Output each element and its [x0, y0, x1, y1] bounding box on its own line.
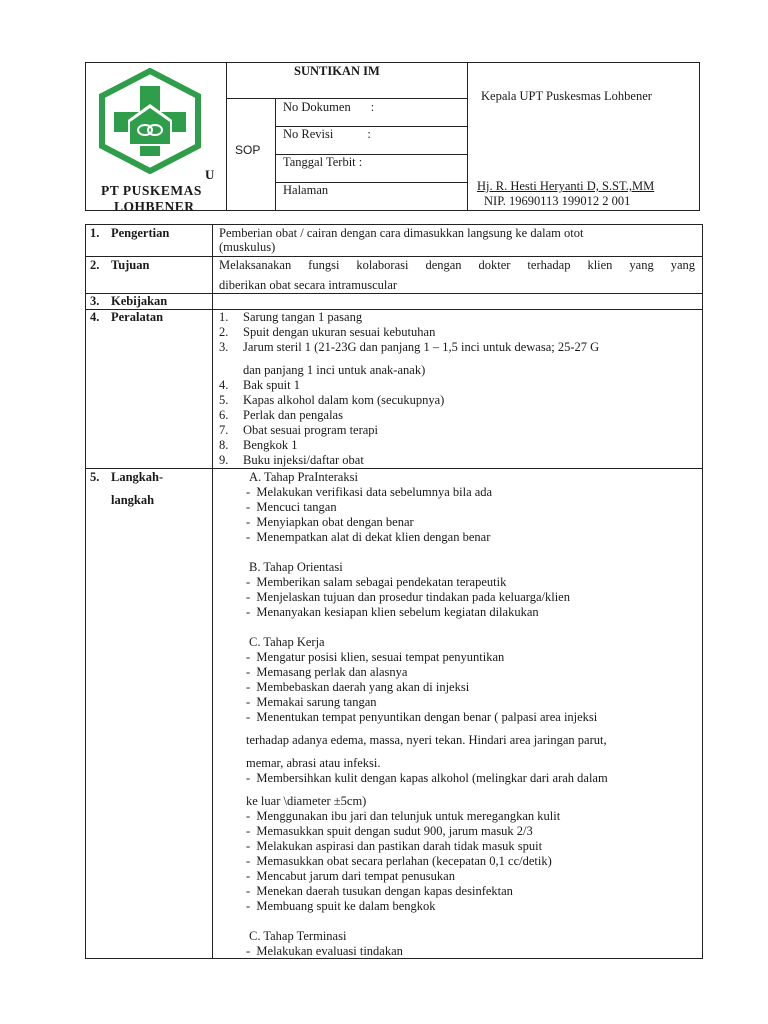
org-name-line-2: LOHBENER [114, 199, 195, 210]
list-item: - Memberikan salam sebagai pendekatan terapeutik [246, 575, 507, 589]
list-item: Kapas alkohol dalam kom (secukupnya) [243, 393, 445, 407]
list-item-continuation: ke luar \diameter ±5cm) [246, 794, 367, 808]
row-number: 3. [90, 294, 100, 308]
list-item-continuation: terhadap adanya edema, massa, nyeri tekan. Hindari area jaringan parut, [246, 733, 607, 747]
list-item: Bak spuit 1 [243, 378, 300, 392]
list-item: 7. [219, 423, 229, 437]
list-item: Spuit dengan ukuran sesuai kebutuhan [243, 325, 436, 339]
field-sep: : [367, 127, 371, 141]
list-item: 8. [219, 438, 229, 452]
list-item: - Menekan daerah tusukan dengan kapas desinfektan [246, 884, 513, 898]
list-item: - Memasukkan spuit dengan sudut 900, jarum masuk 2/3 [246, 824, 533, 838]
list-item: 3. [219, 340, 229, 354]
list-item: 6. [219, 408, 229, 422]
list-item: - Membuang spuit ke dalam bengkok [246, 899, 436, 913]
list-item: 5. [219, 393, 229, 407]
field-halaman: Halaman [283, 183, 329, 197]
tujuan-text: diberikan obat secara intramuscular [219, 278, 398, 292]
pengertian-text: (muskulus) [219, 240, 276, 254]
list-item: - Membersihkan kulit dengan kapas alkohol (melingkar dari arah dalam [246, 771, 608, 785]
puskesmas-logo-icon [98, 68, 202, 174]
row-number: 2. [90, 258, 100, 272]
field-sep: : [370, 100, 375, 114]
list-item: dan panjang 1 inci untuk anak-anak) [243, 363, 426, 377]
list-item: - Mencuci tangan [246, 500, 337, 514]
list-item: - Melakukan aspirasi dan pastikan darah tidak masuk spuit [246, 839, 543, 853]
row-number: 1. [90, 226, 100, 240]
stage-title: C. Tahap Kerja [249, 635, 325, 649]
field-no-revisi [283, 127, 371, 142]
list-item: Obat sesuai program terapi [243, 423, 379, 437]
approver-title: Kepala UPT Puskesmas Lohbener [481, 89, 652, 103]
field-tanggal-terbit: Tanggal Terbit : [283, 155, 363, 169]
list-item: - Memasang perlak dan alasnya [246, 665, 408, 679]
field-label: No Dokumen [283, 100, 351, 114]
org-name-line-1: PT PUSKEMAS [101, 183, 202, 198]
list-item: 9. [219, 453, 229, 467]
list-item: - Menentukan tempat penyuntikan dengan benar ( palpasi area injeksi [246, 710, 598, 724]
stage-title: B. Tahap Orientasi [249, 560, 343, 574]
row-label-kebijakan: Kebijakan [111, 294, 168, 308]
row-label-langkah: Langkah- [111, 470, 164, 484]
list-item: Buku injeksi/daftar obat [243, 453, 364, 467]
pengertian-text: Pemberian obat / cairan dengan cara dimasukkan langsung ke dalam otot [219, 226, 584, 240]
list-item: - Mengatur posisi klien, sesuai tempat penyuntikan [246, 650, 505, 664]
list-item: - Menyiapkan obat dengan benar [246, 515, 414, 529]
list-item: Bengkok 1 [243, 438, 298, 452]
list-item: 1. [219, 310, 229, 324]
stage-title: C. Tahap Terminasi [249, 929, 347, 943]
list-item: Perlak dan pengalas [243, 408, 343, 422]
list-item: Sarung tangan 1 pasang [243, 310, 363, 324]
list-item: 2. [219, 325, 229, 339]
list-item: - Melakukan verifikasi data sebelumnya bila ada [246, 485, 493, 499]
list-item: - Membebaskan daerah yang akan di injeksi [246, 680, 470, 694]
list-item: 4. [219, 378, 229, 392]
row-label-langkah: langkah [111, 493, 155, 507]
tujuan-text: Melaksanakan fungsi kolaborasi dengan dokter terhadap klien yang yang [219, 258, 695, 272]
row-label-pengertian: Pengertian [111, 226, 170, 240]
row-number: 5. [90, 470, 100, 484]
field-no-dokumen [283, 100, 374, 115]
document-title: SUNTIKAN IM [294, 64, 380, 78]
list-item: - Menggunakan ibu jari dan telunjuk untuk meregangkan kulit [246, 809, 561, 823]
field-label: No Revisi [283, 127, 334, 141]
org-letter: U [205, 167, 215, 182]
row-label-tujuan: Tujuan [111, 258, 150, 272]
list-item: - Memakai sarung tangan [246, 695, 377, 709]
row-number: 4. [90, 310, 100, 324]
list-item: - Melakukan evaluasi tindakan [246, 944, 403, 958]
list-item: - Memasukkan obat secara perlahan (kecepatan 0,1 cc/detik) [246, 854, 552, 868]
list-item: - Menempatkan alat di dekat klien dengan benar [246, 530, 491, 544]
signer-nip: NIP. 19690113 199012 2 001 [484, 194, 631, 208]
row-label-peralatan: Peralatan [111, 310, 164, 324]
list-item-continuation: memar, abrasi atau infeksi. [246, 756, 381, 770]
signer-name: Hj. R. Hesti Heryanti D, S.ST.,MM [477, 179, 655, 193]
list-item: - Mencabut jarum dari tempat penusukan [246, 869, 455, 883]
stage-title: A. Tahap PraInteraksi [249, 470, 358, 484]
list-item: Jarum steril 1 (21-23G dan panjang 1 – 1,5 inci untuk dewasa; 25-27 G [243, 340, 600, 354]
list-item: - Menanyakan kesiapan klien sebelum kegiatan dilakukan [246, 605, 539, 619]
list-item: - Menjelaskan tujuan dan prosedur tindakan pada keluarga/klien [246, 590, 570, 604]
sop-label: SOP [235, 143, 261, 157]
